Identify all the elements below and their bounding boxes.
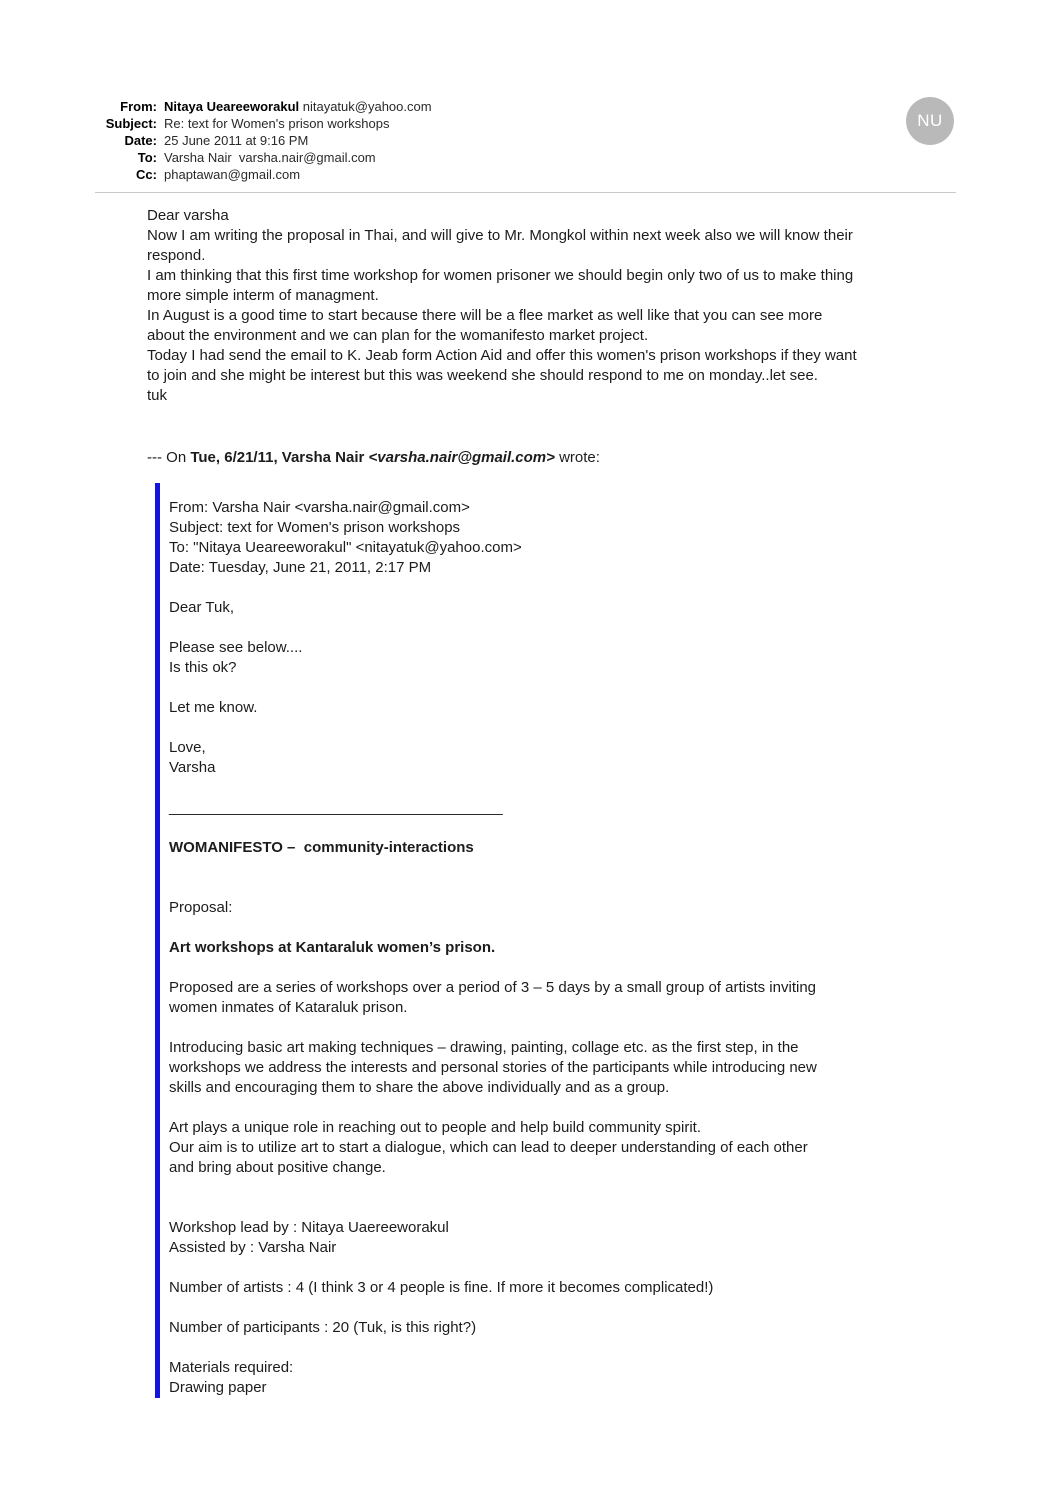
- header-divider: [95, 192, 956, 193]
- text-line: [169, 918, 945, 938]
- text-line: more simple interm of managment.: [147, 287, 379, 304]
- text-line: Workshop lead by : Nitaya Uaereeworakul: [169, 1219, 449, 1236]
- text-line: Let me know.: [169, 699, 258, 716]
- text-line: [169, 818, 945, 838]
- text-line: Love,: [169, 739, 206, 756]
- text-line: Proposed are a series of workshops over a period of 3 – 5 days by a small group of artists inviting: [169, 979, 816, 996]
- text-line: Subject: text for Women's prison workshops: [169, 519, 461, 536]
- text-line: [169, 1098, 945, 1118]
- subject-label: Subject:: [105, 116, 157, 131]
- email-header: [95, 98, 795, 183]
- header-row-subject: [95, 115, 795, 132]
- text-line: [169, 618, 945, 638]
- quoted-message: [155, 483, 945, 1398]
- text-line: Art workshops at Kantaraluk women’s prison.: [169, 939, 496, 956]
- text-line: and bring about positive change.: [169, 1159, 386, 1176]
- text-line: [169, 858, 945, 878]
- date-value: 25 June 2011 at 9:16 PM: [164, 133, 309, 148]
- text-line: Dear varsha: [147, 207, 229, 224]
- from-sender-email: nitayatuk@yahoo.com: [299, 99, 432, 114]
- text-line: Proposal:: [169, 899, 233, 916]
- text-line: ________________________________________: [169, 799, 503, 816]
- text-line: Dear Tuk,: [169, 599, 235, 616]
- text-line: respond.: [147, 247, 206, 264]
- text-line: Materials required:: [169, 1359, 294, 1376]
- text-line: Today I had send the email to K. Jeab form Action Aid and offer this women's prison workshops if they want: [147, 347, 857, 364]
- to-label: To:: [137, 150, 157, 165]
- text-line: Date: Tuesday, June 21, 2011, 2:17 PM: [169, 559, 432, 576]
- text-line: skills and encouraging them to share the above individually and as a group.: [169, 1079, 670, 1096]
- from-label: From:: [120, 99, 157, 114]
- attribution-sender: Tue, 6/21/11, Varsha Nair: [190, 449, 369, 466]
- cc-label: Cc:: [136, 167, 157, 182]
- header-row-from: [95, 98, 795, 115]
- text-line: [169, 1338, 945, 1358]
- text-line: Number of participants : 20 (Tuk, is this right?): [169, 1319, 477, 1336]
- text-line: Our aim is to utilize art to start a dialogue, which can lead to deeper understanding of each other: [169, 1139, 808, 1156]
- text-line: [169, 958, 945, 978]
- text-line: I am thinking that this first time workshop for women prisoner we should begin only two of us to make thing: [147, 267, 854, 284]
- text-line: [169, 1018, 945, 1038]
- text-line: Number of artists : 4 (I think 3 or 4 people is fine. If more it becomes complicated!): [169, 1279, 714, 1296]
- text-line: [169, 1178, 945, 1198]
- attribution-email: <varsha.nair@gmail.com>: [368, 449, 555, 466]
- text-line: Varsha: [169, 759, 216, 776]
- text-line: Assisted by : Varsha Nair: [169, 1239, 337, 1256]
- text-line: [169, 718, 945, 738]
- from-sender-name: Nitaya Ueareeworakul: [164, 99, 300, 114]
- text-line: To: "Nitaya Ueareeworakul" <nitayatuk@yahoo.com>: [169, 539, 522, 556]
- from-value: [164, 98, 432, 115]
- text-line: Is this ok?: [169, 659, 237, 676]
- header-row-to: [95, 149, 795, 166]
- text-line: [169, 1258, 945, 1278]
- text-line: women inmates of Kataraluk prison.: [169, 999, 408, 1016]
- text-line: about the environment and we can plan for the womanifesto market project.: [147, 327, 649, 344]
- date-label: Date:: [124, 133, 157, 148]
- text-line: [169, 878, 945, 898]
- subject-value: Re: text for Women's prison workshops: [164, 116, 390, 131]
- reply-attribution: [147, 448, 600, 468]
- text-line: Art plays a unique role in reaching out to people and help build community spirit.: [169, 1119, 701, 1136]
- text-line: Drawing paper: [169, 1379, 267, 1396]
- sender-avatar: NU: [906, 97, 954, 145]
- text-line: [169, 1198, 945, 1218]
- attribution-prefix: --- On: [147, 449, 191, 466]
- text-line: [169, 1298, 945, 1318]
- text-line: to join and she might be interest but this was weekend she should respond to me on monday..let see.: [147, 367, 818, 384]
- message-body: [147, 206, 977, 406]
- attribution-suffix: wrote:: [554, 449, 600, 466]
- text-line: From: Varsha Nair <varsha.nair@gmail.com>: [169, 499, 470, 516]
- cc-value: phaptawan@gmail.com: [164, 167, 301, 182]
- text-line: Introducing basic art making techniques – drawing, painting, collage etc. as the first step, in the: [169, 1039, 799, 1056]
- text-line: [169, 578, 945, 598]
- header-row-date: [95, 132, 795, 149]
- header-row-cc: [95, 166, 795, 183]
- text-line: WOMANIFESTO – community-interactions: [169, 839, 474, 856]
- text-line: In August is a good time to start because there will be a flee market as well like that you can see more: [147, 307, 823, 324]
- text-line: Now I am writing the proposal in Thai, and will give to Mr. Mongkol within next week also we will know their: [147, 227, 853, 244]
- text-line: Please see below....: [169, 639, 303, 656]
- text-line: [169, 778, 945, 798]
- to-value: Varsha Nair varsha.nair@gmail.com: [164, 150, 376, 165]
- text-line: [169, 678, 945, 698]
- text-line: tuk: [147, 387, 168, 404]
- text-line: workshops we address the interests and personal stories of the participants while introducing new: [169, 1059, 817, 1076]
